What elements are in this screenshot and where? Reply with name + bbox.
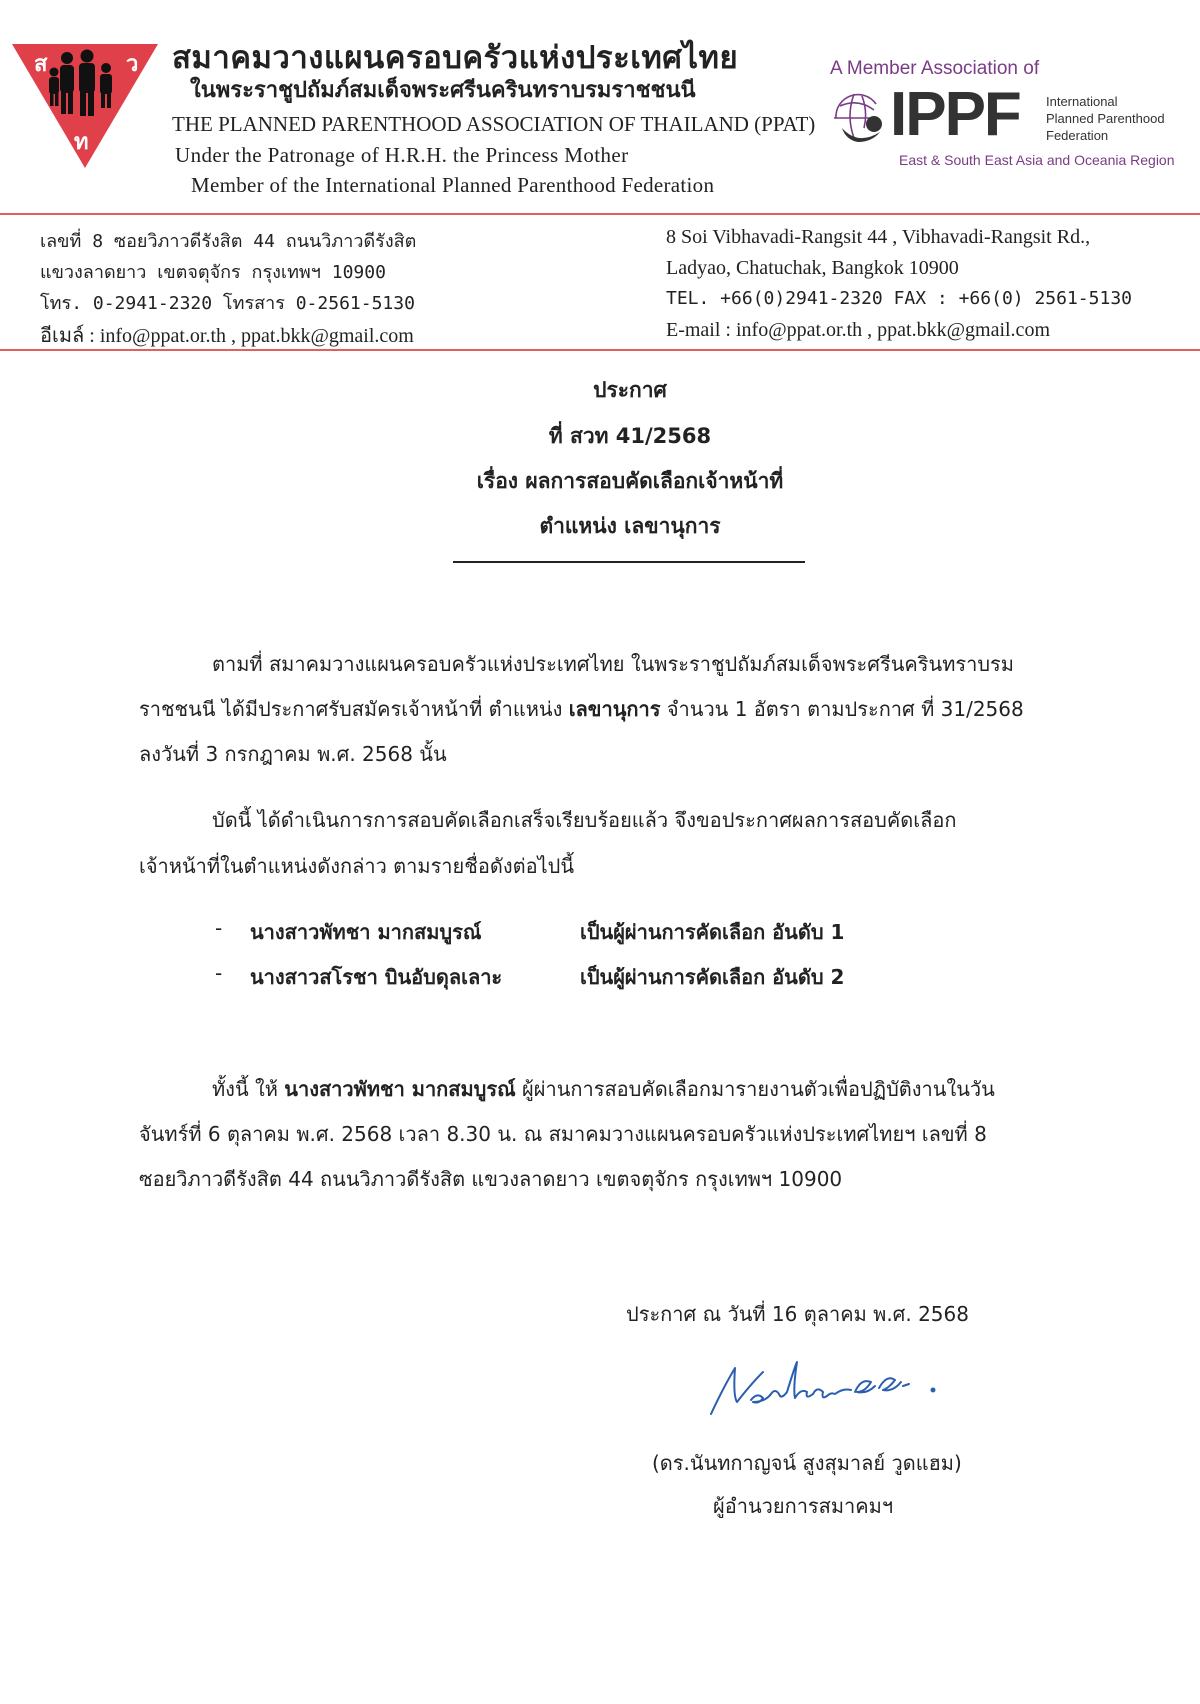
ippf-name-line-1: International — [1046, 94, 1118, 109]
logo-letter-right: ว — [126, 52, 139, 77]
announcement-number: ที่ สวท 41/2568 — [548, 424, 712, 448]
logo-letter-left: ส — [34, 52, 48, 77]
address-english-line-2: Ladyao, Chatuchak, Bangkok 10900 — [666, 257, 959, 279]
candidate-name: นางสาวพัทชา มากสมบูรณ์ — [250, 920, 482, 944]
list-bullet: - — [215, 961, 223, 985]
paragraph-3-line-2: จันทร์ที่ 6 ตุลาคม พ.ศ. 2568 เวลา 8.30 น. ณ สมาคมวางแผนครอบครัวแห่งประเทศไทยฯ เลขที่ 8 — [139, 1122, 987, 1146]
paragraph-1-line-1: ตามที่ สมาคมวางแผนครอบครัวแห่งประเทศไทย ในพระราชูปถัมภ์สมเด็จพระศรีนครินทราบรม — [212, 652, 1014, 676]
header-divider-top — [0, 213, 1200, 215]
ippf-name-line-3: Federation — [1046, 128, 1109, 143]
paragraph-2-line-2: เจ้าหน้าที่ในตำแหน่งดังกล่าว ตามรายชื่อดังต่อไปนี้ — [139, 854, 575, 878]
announcement-date: ประกาศ ณ วันที่ 16 ตุลาคม พ.ศ. 2568 — [626, 1302, 969, 1326]
p3-line1-text-after: ผู้ผ่านการสอบคัดเลือกมารายงานตัวเพื่อปฏิบัติงานในวัน — [515, 1077, 995, 1101]
signatory-title: ผู้อำนวยการสมาคมฯ — [713, 1494, 894, 1518]
announcement-subject: เรื่อง ผลการสอบคัดเลือกเจ้าหน้าที่ — [476, 469, 784, 493]
title-underline — [453, 561, 805, 563]
candidate-status: เป็นผู้ผ่านการคัดเลือก อันดับ 1 — [580, 920, 845, 944]
org-patronage-thai: ในพระราชูปถัมภ์สมเด็จพระศรีนครินทราบรมราชชนนี — [190, 78, 696, 103]
ippf-region: East & South East Asia and Oceania Region — [899, 152, 1175, 168]
p1-line2-text-after: จำนวน 1 อัตรา ตามประกาศ ที่ 31/2568 — [660, 697, 1024, 721]
announcement-position: ตำแหน่ง เลขานุการ — [539, 514, 721, 538]
org-member-english: Member of the International Planned Parenthood Federation — [191, 173, 715, 197]
ippf-name-line-2: Planned Parenthood — [1046, 111, 1165, 126]
org-patronage-english: Under the Patronage of H.R.H. the Princess Mother — [175, 143, 629, 167]
ippf-tagline: A Member Association of — [830, 58, 1040, 79]
ppat-logo — [10, 40, 160, 170]
ippf-wordmark: IPPF — [890, 80, 1020, 149]
candidate-status: เป็นผู้ผ่านการคัดเลือก อันดับ 2 — [580, 965, 845, 989]
address-thai-line-1: เลขที่ 8 ซอยวิภาวดีรังสิต 44 ถนนวิภาวดีรังสิต — [40, 231, 417, 252]
selected-candidate-bold: นางสาวพัทชา มากสมบูรณ์ — [284, 1077, 516, 1101]
address-thai-email: อีเมล์ : info@ppat.or.th , ppat.bkk@gmail.com — [40, 325, 414, 347]
paragraph-3-line-1 — [212, 1073, 995, 1105]
address-thai-phone: โทร. 0-2941-2320 โทรสาร 0-2561-5130 — [40, 293, 415, 314]
header-divider-bottom — [0, 349, 1200, 351]
address-english-line-1: 8 Soi Vibhavadi-Rangsit 44 , Vibhavadi-Rangsit Rd., — [666, 226, 1091, 248]
paragraph-2-line-1: บัดนี้ ได้ดำเนินการการสอบคัดเลือกเสร็จเรียบร้อยแล้ว จึงขอประกาศผลการสอบคัดเลือก — [212, 808, 957, 832]
p3-line1-text-before: ทั้งนี้ ให้ — [212, 1077, 285, 1101]
p1-line2-text-before: ราชชนนี ได้มีประกาศรับสมัครเจ้าหน้าที่ ตำแหน่ง — [139, 697, 569, 721]
handwritten-signature — [705, 1358, 965, 1438]
ippf-globe-icon — [828, 88, 890, 148]
paragraph-1-line-3: ลงวันที่ 3 กรกฎาคม พ.ศ. 2568 นั้น — [139, 742, 447, 766]
address-thai-line-2: แขวงลาดยาว เขตจตุจักร กรุงเทพฯ 10900 — [40, 262, 386, 283]
list-bullet: - — [215, 916, 223, 940]
address-english-email: E-mail : info@ppat.or.th , ppat.bkk@gmail.com — [666, 319, 1050, 341]
candidate-name: นางสาวสโรชา บินอับดุลเลาะ — [250, 965, 503, 989]
org-name-english: THE PLANNED PARENTHOOD ASSOCIATION OF THAILAND (PPAT) — [172, 112, 816, 136]
logo-letter-bottom: ท — [74, 130, 89, 155]
address-english-phone: TEL. +66(0)2941-2320 FAX : +66(0) 2561-5130 — [666, 288, 1132, 309]
announcement-heading: ประกาศ — [593, 378, 667, 402]
paragraph-3-line-3: ซอยวิภาวดีรังสิต 44 ถนนวิภาวดีรังสิต แขวงลาดยาว เขตจตุจักร กรุงเทพฯ 10900 — [139, 1167, 843, 1191]
position-name-bold: เลขานุการ — [568, 697, 661, 721]
org-name-thai: สมาคมวางแผนครอบครัวแห่งประเทศไทย — [172, 40, 739, 76]
paragraph-1-line-2 — [139, 693, 1024, 725]
signatory-name: (ดร.นันทกาญจน์ สูงสุมาลย์ วูดแฮม) — [652, 1451, 962, 1475]
